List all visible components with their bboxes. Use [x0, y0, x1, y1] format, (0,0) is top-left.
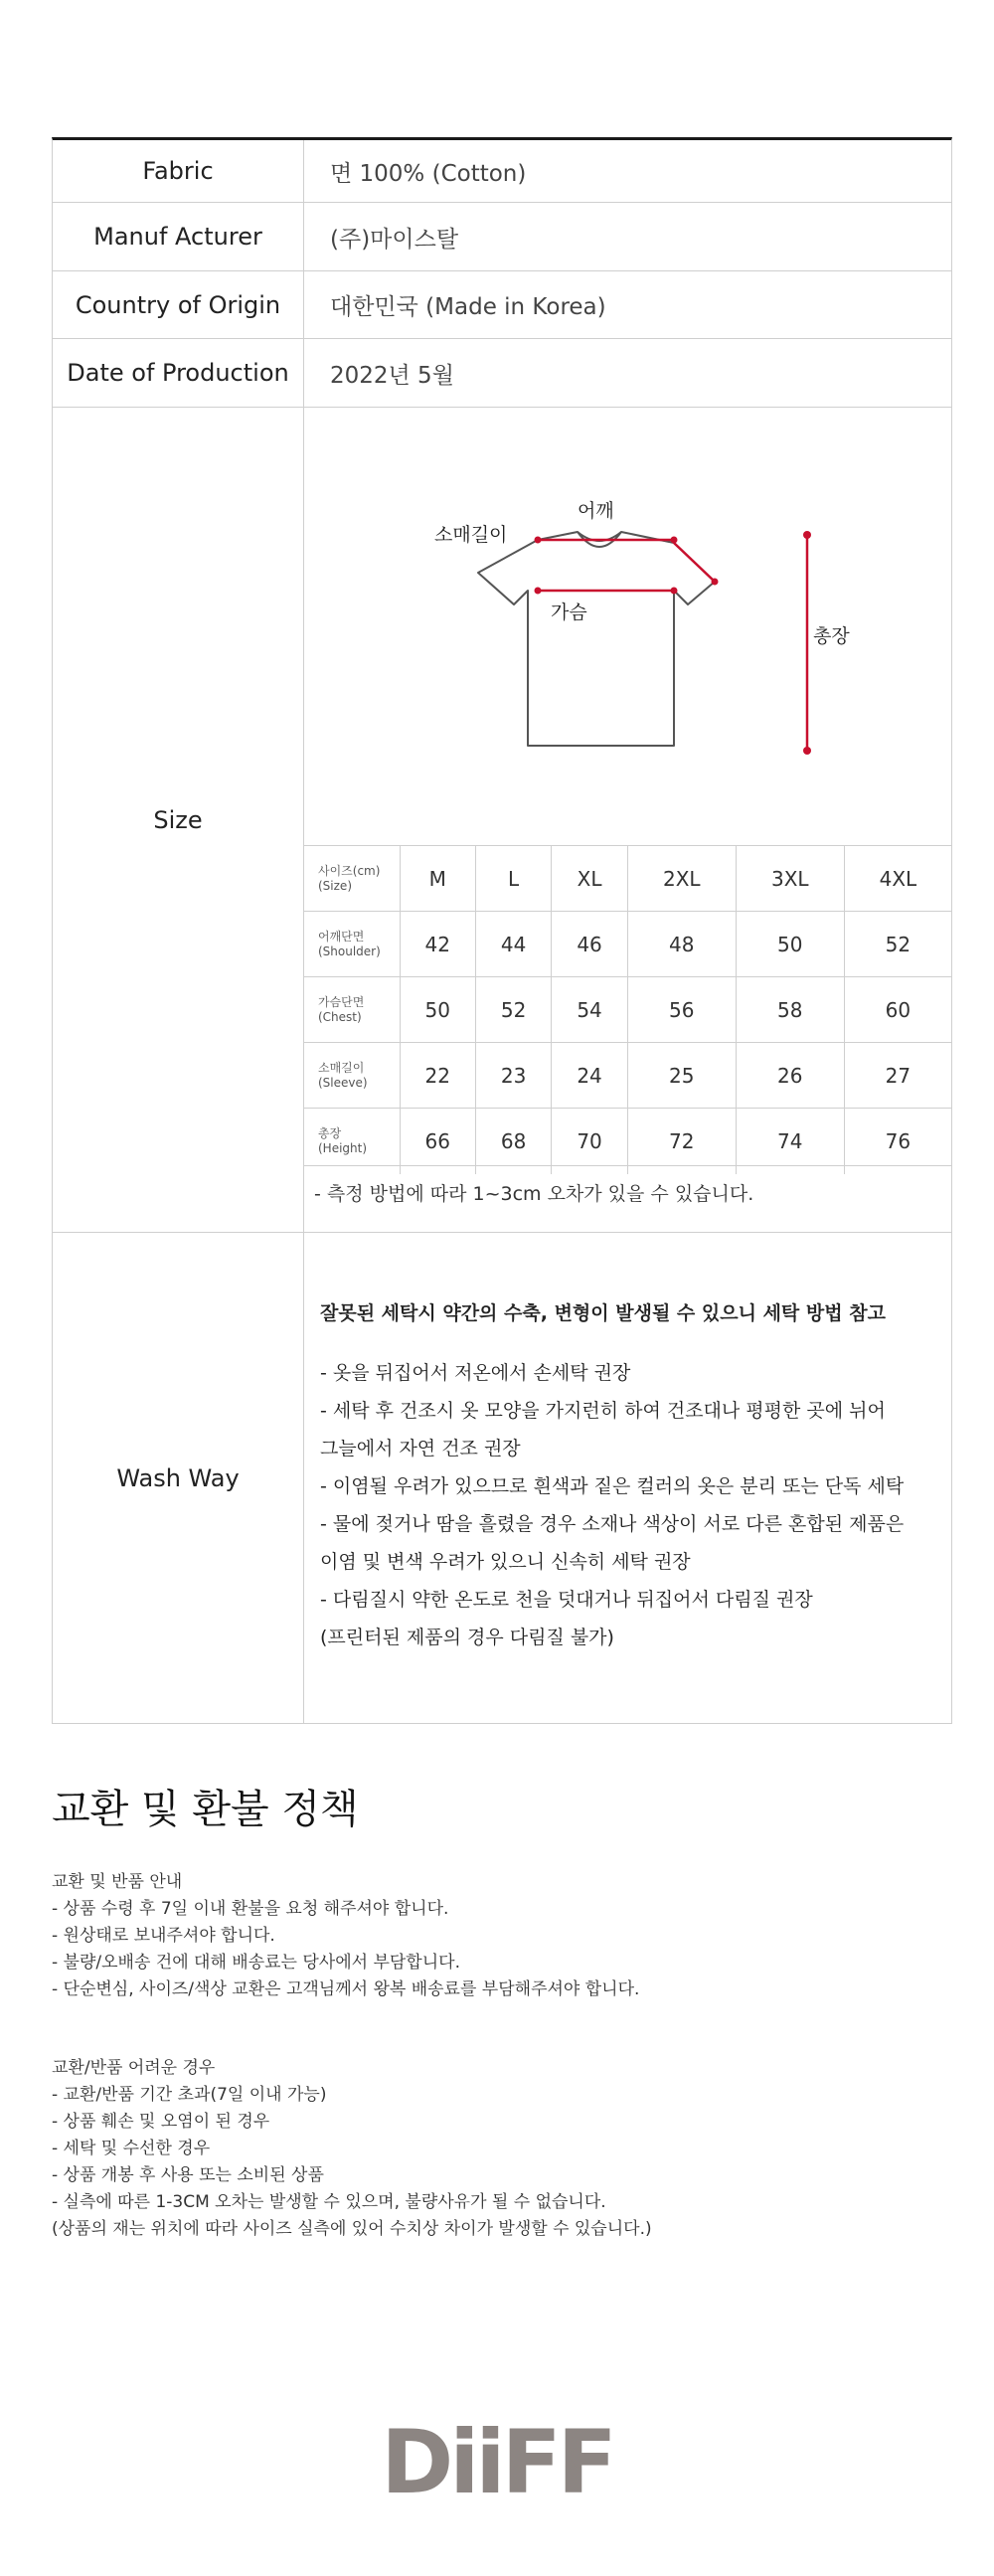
size-table [304, 845, 951, 1174]
sleeve-row [304, 1043, 951, 1109]
value-cell: 23 [475, 1043, 551, 1109]
production-row [53, 339, 951, 408]
wash-row [53, 1233, 951, 1724]
value-cell: 48 [627, 912, 736, 977]
value-cell: 50 [736, 912, 844, 977]
size-cell: L [475, 846, 551, 912]
wash-warning: 잘못된 세탁시 약간의 수축, 변형이 발생될 수 있으니 세탁 방법 참고 [320, 1302, 886, 1324]
shoulder-row [304, 912, 951, 977]
return-guide-line: - 단순변심, 사이즈/색상 교환은 고객님께서 왕복 배송료를 부담해주셔야 합니다. [52, 1979, 640, 1999]
fabric-row [53, 140, 951, 203]
size-cell: 2XL [627, 846, 736, 912]
return-guide-line: - 불량/오배송 건에 대해 배송료는 당사에서 부담합니다. [52, 1953, 460, 1973]
wash-line: 이염 및 변색 우려가 있으니 신속히 세탁 권장 [320, 1551, 691, 1573]
manufacturer-label: Manuf Acturer [53, 203, 304, 270]
wash-line: - 세탁 후 건조시 옷 모양을 가지런히 하여 건조대나 평평한 곳에 뉘어 [320, 1400, 886, 1422]
value-cell: 24 [552, 1043, 627, 1109]
value-cell: 50 [400, 977, 475, 1043]
return-guide-section [52, 1869, 639, 2003]
manufacturer-row [53, 203, 951, 271]
chest-row [304, 977, 951, 1043]
row-header-cell: 총장 (Height) [304, 1109, 400, 1174]
value-cell: 52 [475, 977, 551, 1043]
return-guide-line: - 상품 수령 후 7일 이내 환불을 요청 해주셔야 합니다. [52, 1899, 449, 1919]
value-cell: 60 [844, 977, 951, 1043]
production-label: Date of Production [53, 339, 304, 407]
row-header-cell: 가슴단면 (Chest) [304, 977, 400, 1043]
row-header-cell: 소매길이 (Sleeve) [304, 1043, 400, 1109]
value-cell: 52 [844, 912, 951, 977]
measure-lines [538, 535, 807, 751]
origin-row [53, 271, 951, 339]
svg-text:DiiFF: DiiFF [381, 2421, 613, 2502]
manufacturer-value: (주)마이스탈 [330, 226, 459, 253]
return-difficult-line: - 세탁 및 수선한 경우 [52, 2139, 211, 2158]
tshirt-outline [478, 532, 715, 746]
shoulder-label: 어깨 [578, 500, 614, 522]
origin-value: 대한민국 (Made in Korea) [330, 294, 606, 320]
value-cell: 27 [844, 1043, 951, 1109]
wash-line: - 옷을 뒤집어서 저온에서 손세탁 권장 [320, 1362, 631, 1384]
size-note: - 측정 방법에 따라 1~3cm 오차가 있을 수 있습니다. [314, 1183, 754, 1205]
wash-line: - 물에 젖거나 땀을 흘렸을 경우 소재나 색상이 서로 다른 혼합된 제품은 [320, 1513, 905, 1535]
wash-line: - 다림질시 약한 온도로 천을 덧대거나 뒤집어서 다림질 권장 [320, 1589, 813, 1611]
brand-logo [350, 2421, 644, 2502]
value-cell: 72 [627, 1109, 736, 1174]
value-cell: 46 [552, 912, 627, 977]
size-note-divider [304, 1165, 951, 1166]
return-difficult-heading: 교환/반품 어려운 경우 [52, 2058, 216, 2078]
value-cell: 25 [627, 1043, 736, 1109]
wash-label: Wash Way [53, 1233, 304, 1724]
value-cell: 58 [736, 977, 844, 1043]
production-value: 2022년 5월 [330, 362, 454, 389]
value-cell: 56 [627, 977, 736, 1043]
row-header-cell: 어깨단면 (Shoulder) [304, 912, 400, 977]
value-cell: 26 [736, 1043, 844, 1109]
tshirt-measure-diagram [304, 408, 951, 845]
value-cell: 74 [736, 1109, 844, 1174]
return-difficult-line: - 상품 훼손 및 오염이 된 경우 [52, 2112, 270, 2132]
value-cell: 44 [475, 912, 551, 977]
size-cell: M [400, 846, 475, 912]
size-cell: 4XL [844, 846, 951, 912]
measure-dots [535, 531, 812, 755]
value-cell: 54 [552, 977, 627, 1043]
origin-label: Country of Origin [53, 271, 304, 338]
fabric-label: Fabric [53, 140, 304, 202]
wash-line: - 이염될 우려가 있으므로 흰색과 짙은 컬러의 옷은 분리 또는 단독 세탁 [320, 1475, 905, 1497]
return-difficult-line: - 상품 개봉 후 사용 또는 소비된 상품 [52, 2165, 324, 2185]
size-area [304, 408, 951, 1232]
value-cell: 68 [475, 1109, 551, 1174]
wash-area [304, 1233, 951, 1724]
return-difficult-line: - 실측에 따른 1-3CM 오차는 발생할 수 있으며, 불량사유가 될 수 없습니다. [52, 2192, 606, 2212]
return-difficult-line: (상품의 재는 위치에 따라 사이즈 실측에 있어 수치상 차이가 발생할 수 있습니다.) [52, 2219, 652, 2239]
return-guide-line: - 원상태로 보내주셔야 합니다. [52, 1926, 275, 1946]
value-cell: 70 [552, 1109, 627, 1174]
size-row [53, 408, 951, 1233]
sleeve-label: 소매길이 [434, 524, 508, 546]
chest-label: 가슴 [551, 601, 587, 623]
wash-line: (프린터된 제품의 경우 다림질 불가) [320, 1627, 614, 1648]
return-guide-heading: 교환 및 반품 안내 [52, 1872, 183, 1892]
size-cell: XL [552, 846, 627, 912]
size-label: Size [53, 408, 304, 1232]
product-spec-table [52, 137, 952, 1724]
size-cell: 3XL [736, 846, 844, 912]
size-header-row [304, 846, 951, 912]
value-cell: 42 [400, 912, 475, 977]
length-label: 총장 [813, 625, 850, 647]
return-difficult-line: - 교환/반품 기간 초과(7일 이내 가능) [52, 2085, 327, 2105]
policy-title: 교환 및 환불 정책 [52, 1787, 359, 1832]
wash-instructions [320, 1294, 946, 1656]
value-cell: 66 [400, 1109, 475, 1174]
fabric-value: 면 100% (Cotton) [330, 160, 527, 187]
value-cell: 22 [400, 1043, 475, 1109]
wash-line: 그늘에서 자연 건조 권장 [320, 1438, 521, 1460]
height-row [304, 1109, 951, 1174]
value-cell: 76 [844, 1109, 951, 1174]
return-difficult-section [52, 2055, 652, 2243]
size-header-cell: 사이즈(cm) (Size) [304, 846, 400, 912]
